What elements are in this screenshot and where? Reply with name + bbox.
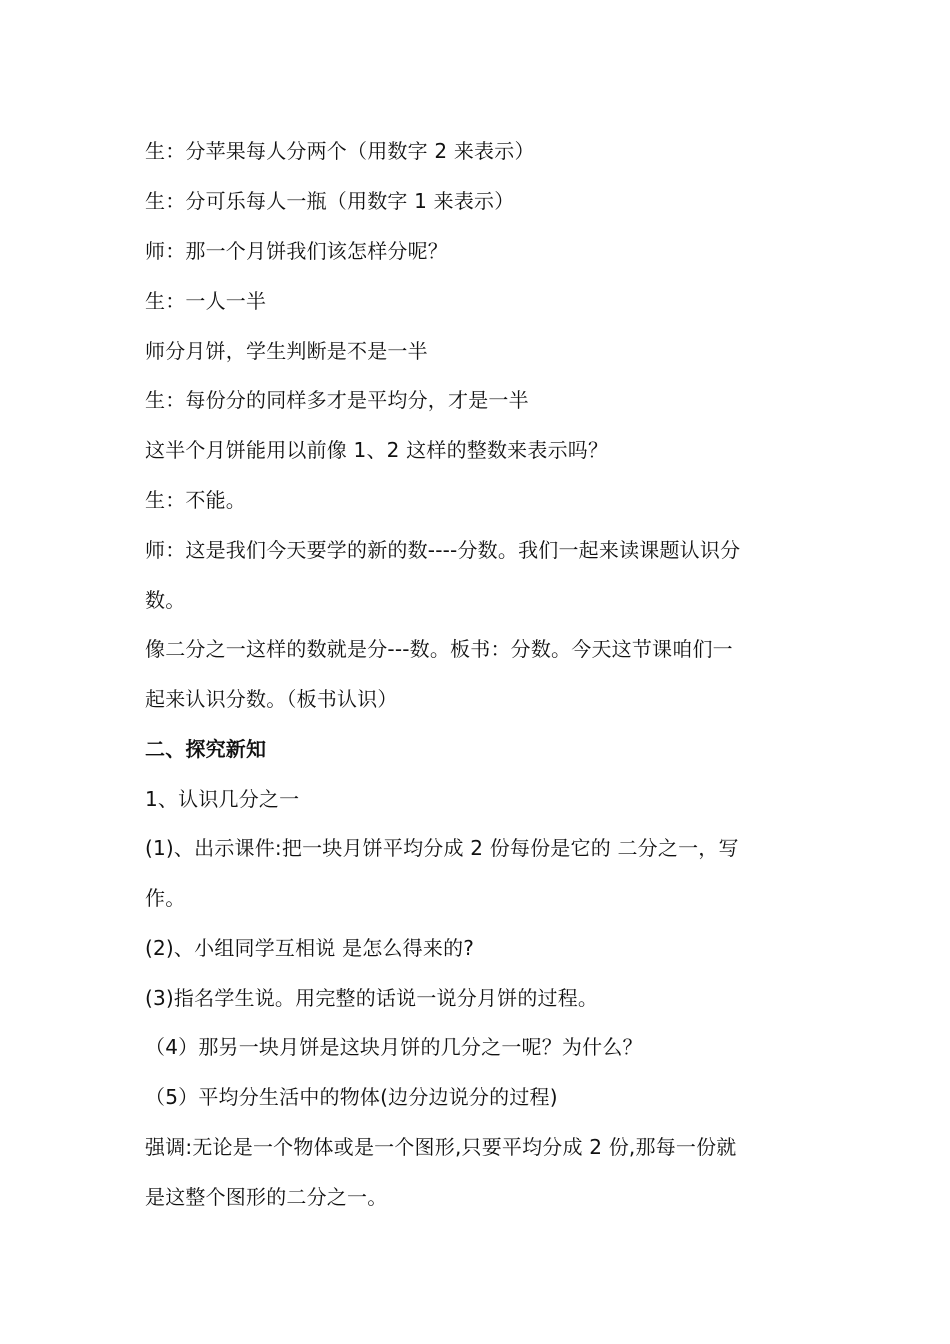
- text-line: 1、认识几分之一: [145, 787, 300, 811]
- text-line: 生：一人一半: [145, 289, 267, 313]
- text-line: 像二分之一这样的数就是分---数。板书：分数。今天这节课咱们一: [145, 637, 733, 661]
- text-line: 起来认识分数。（板书认识）: [145, 687, 398, 711]
- text-line: 生：不能。: [145, 488, 246, 512]
- text-line: (3)指名学生说。用完整的话说一说分月饼的过程。: [145, 986, 599, 1010]
- section-heading: 二、探究新知: [145, 737, 267, 761]
- text-line: 生：分苹果每人分两个（用数字 2 来表示）: [145, 139, 535, 163]
- text-line: 生：分可乐每人一瓶（用数字 1 来表示）: [145, 189, 515, 213]
- text-line: 生：每份分的同样多才是平均分，才是一半: [145, 388, 529, 412]
- text-line: （5）平均分生活中的物体(边分边说分的过程): [145, 1085, 558, 1109]
- text-line: 师分月饼，学生判断是不是一半: [145, 339, 428, 363]
- text-line: 强调:无论是一个物体或是一个图形,只要平均分成 2 份,那每一份就: [145, 1135, 737, 1159]
- text-line: （4）那另一块月饼是这块月饼的几分之一呢？为什么？: [145, 1035, 643, 1059]
- text-line: 师：那一个月饼我们该怎样分呢？: [145, 239, 448, 263]
- text-line: 师：这是我们今天要学的新的数----分数。我们一起来读课题认识分: [145, 538, 741, 562]
- text-line: (1)、出示课件:把一块月饼平均分成 2 份每份是它的 二分之一，写: [145, 836, 739, 860]
- text-line: (2)、小组同学互相说 是怎么得来的?: [145, 936, 475, 960]
- text-line: 这半个月饼能用以前像 1、2 这样的整数来表示吗？: [145, 438, 609, 462]
- text-line: 作。: [145, 886, 186, 910]
- text-line: 数。: [145, 588, 186, 612]
- text-line: 是这整个图形的二分之一。: [145, 1185, 388, 1209]
